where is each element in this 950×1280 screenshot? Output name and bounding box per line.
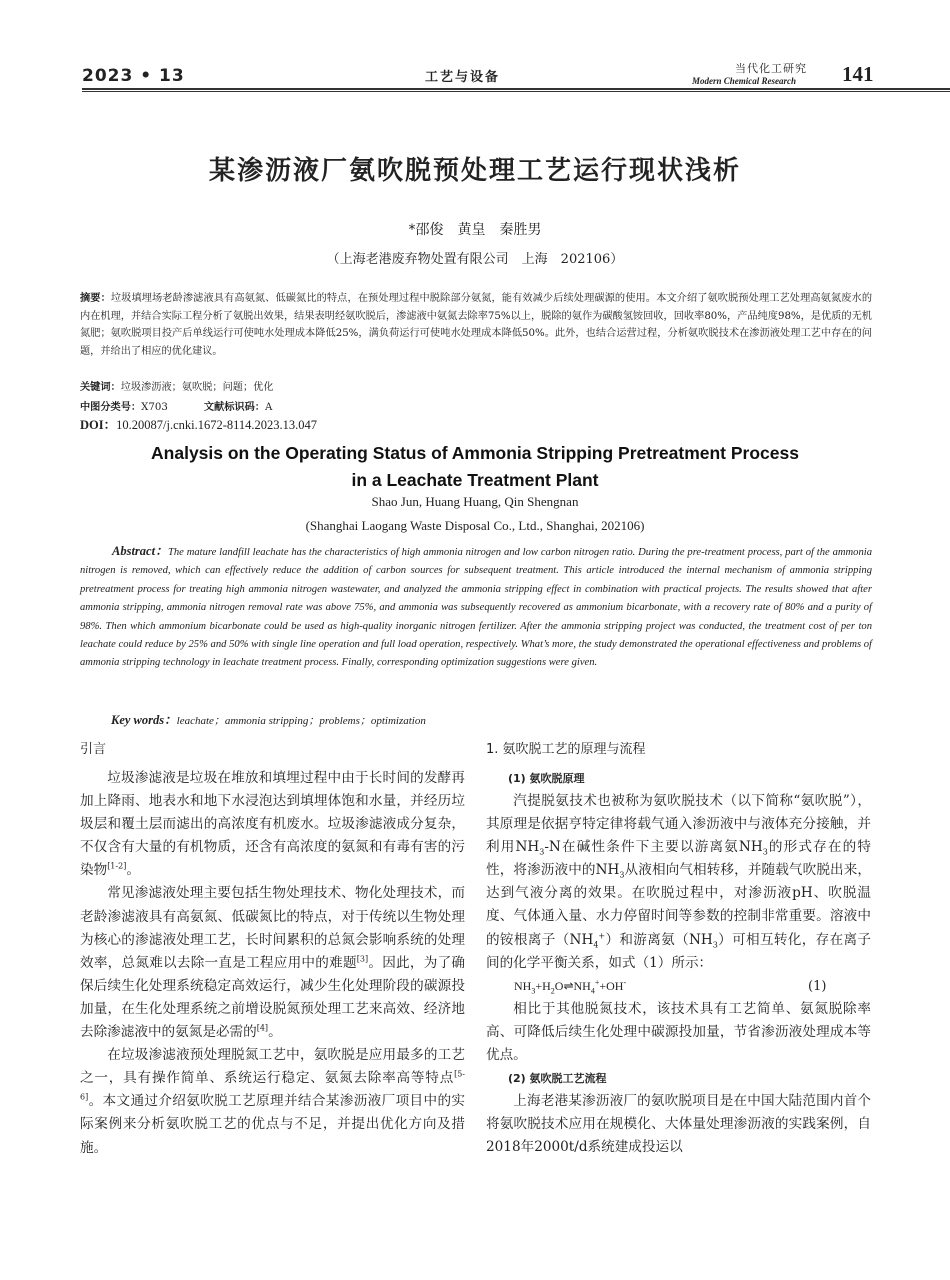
equation-1	[486, 975, 871, 998]
intro-paragraph-2: 常见渗滤液处理主要包括生物处理技术、物化处理技术，而老龄渗滤液具有高氨氮、低碳氮比的特点，对于传统以生物处理为核心的渗滤液处理工艺，长时间累积的总氮会影响系统的处理效率，总氮难以去除一直是工程应用中的难题[3]。因此，为了确保后续生化处理系统稳定高效运行，减少生化处理阶段的碳源投加量，在生化处理系统之前增设脱氮预处理工艺来高效、经济地去除渗滤液中的氨氮是必需的[4]。	[80, 885, 465, 1041]
abstract-cn	[80, 290, 872, 360]
abstract-en-text: The mature landfill leachate has the characteristics of high ammonia nitrogen and low carbon nitrogen ratio. During the pre-treatment process, part of the ammonia nitrogen is removed, which can effectively reduce the addition of carbon sources for subsequent treatment. This article introduced the internal mechanism of ammonia stripping pretreatment process for treating high ammonia nitrogen wastewater, and analyzed the ammonia stripping effect in combination with practical projects. The results showed that after ammonia stripping, ammonia nitrogen removal rate was above 75%, and ammonia was subsequently recovered as ammonium bicarbonate, with a recovery rate of 80% and a purity of 98%. Then which ammonium bicarbonate could be used as high-quality inorganic nitrogen fertilizer. After the ammonia stripping project was conducted, the treatment cost of per ton leachate could reduce by 25% and 50% with single line operation and full load operation, respectively. What’s more, the study demonstrated the operational effectiveness and problems of ammonia stripping technology in leachate treatment process. Finally, corresponding optimization suggestions were given.	[80, 547, 873, 669]
keywords-cn-label: 关键词：	[80, 382, 121, 393]
section-1-2-paragraph-1: 上海老港某渗沥液厂的氨吹脱项目是在中国大陆范围内首个将氨吹脱技术应用在规模化、大体量处理渗沥液的实践案例，自2018年2000t/d系统建成投运以	[486, 1093, 871, 1156]
citation: [5-6]	[80, 1069, 465, 1102]
body-column-left	[80, 738, 465, 1160]
issue-number: 2023 • 13	[82, 66, 185, 86]
paper-title-en-line1: Analysis on the Operating Status of Ammonia Stripping Pretreatment Process	[151, 443, 799, 463]
keywords-en	[111, 710, 426, 728]
paper-title-en	[0, 440, 950, 494]
paper-title-cn: 某渗沥液厂氨吹脱预处理工艺运行现状浅析	[208, 156, 741, 186]
section-1-2-heading: (2) 氨吹脱工艺流程	[508, 1072, 607, 1086]
abstract-cn-text: 垃圾填埋场老龄渗滤液具有高氨氮、低碳氮比的特点，在预处理过程中脱除部分氨氮，能有效减少后续处理碳源的使用。本文介绍了氨吹脱预处理工艺处理高氨氮废水的内在机理，并结合实际工程分析了氨脱出效果，结果表明经氨吹脱后，渗滤液中氨氮去除率75%以上，脱除的氨作为碳酸氢铵回收，回收率80%，产品纯度98%，是优质的无机氮肥；氨吹脱项目投产后单线运行可使吨水处理成本降低25%，满负荷运行可使吨水处理成本降低50%。此外，也结合运营过程，分析氨吹脱技术在渗沥液处理工艺中存在的问题，并给出了相应的优化建议。	[80, 293, 873, 357]
citation: [4]	[256, 1023, 269, 1033]
header-rule	[82, 88, 950, 90]
equation-formula: $NH_3+H_2O\rightleftharpoons NH_4^++OH^-$	[514, 977, 627, 996]
affiliation-en: (Shanghai Laogang Waste Disposal Co., Ltd., Shanghai, 202106)	[305, 518, 645, 533]
classification	[80, 398, 872, 413]
section-1-1-heading: (1) 氨吹脱原理	[508, 772, 585, 785]
keywords-cn-text: 垃圾渗沥液；氨吹脱；问题；优化	[120, 382, 274, 393]
intro-heading: 引言	[80, 742, 107, 757]
authors-en: Shao Jun, Huang Huang, Qin Shengnan	[371, 494, 579, 509]
section-1-1-paragraph-2: 相比于其他脱氮技术，该技术具有工艺简单、氨氮脱除率高、可降低后续生化处理中碳源投加量，节省渗沥液处理成本等优点。	[486, 1000, 871, 1063]
intro-paragraph-1: 垃圾渗滤液是垃圾在堆放和填埋过程中由于长时间的发酵再加上降雨、地表水和地下水浸泡达到填埋体饱和水量，并经历垃圾层和覆土层而滤出的高浓度有机废水。垃圾渗滤液成分复杂，不仅含有大量的有机物质，还含有高浓度的氨氮和有毒有害的污染物[1-2]。	[80, 770, 465, 879]
running-header	[0, 0, 950, 92]
body-column-right	[486, 738, 871, 1159]
journal-name-en: Modern Chemical Research	[692, 76, 797, 86]
doi-value: 10.20087/j.cnki.1672-8114.2023.13.047	[116, 418, 318, 432]
clc-label: 中图分类号：	[80, 402, 142, 413]
doi-label: DOI：	[80, 418, 117, 432]
abstract-en	[80, 542, 872, 673]
header-rule-thin	[82, 91, 950, 92]
section-name: 工艺与设备	[425, 70, 501, 85]
section-1-1-paragraph-1: 汽提脱氨技术也被称为氨吹脱技术（以下简称“氨吹脱”），其原理是依据亨特定律将载气通入渗沥液中与液体充分接触，并利用$NH_3-N$在碱性条件下主要以游离氨$NH_3$的形式存在的特性，将渗沥液中的$NH_3$从液相向气相转移，并随载气吹脱出来，达到气液分离的效果。在吹脱过程中，对渗沥液pH、吹脱温度、气体通入量、水力停留时间等参数的控制非常重要。溶液中的铵根离子$(NH_4^+)$和游离氨$(NH_3)$可相互转化，存在离子间的化学平衡关系，如式（1）所示：	[486, 793, 872, 971]
doi	[80, 415, 317, 433]
page-number: 141	[842, 62, 874, 86]
citation: [3]	[356, 954, 369, 964]
keywords-en-label: Key words：	[111, 713, 177, 727]
abstract-en-label: Abstract：	[112, 544, 168, 558]
doc-code-value: A	[264, 402, 273, 413]
clc-value: X703	[141, 402, 168, 413]
equation-number: (1)	[808, 978, 827, 994]
authors-cn: *邵俊 黄皇 秦胜男	[408, 222, 542, 238]
section-1-heading: 1. 氨吹脱工艺的原理与流程	[486, 742, 646, 757]
abstract-cn-label: 摘要：	[80, 293, 111, 304]
doc-code-label: 文献标识码：	[203, 402, 265, 413]
journal-name-cn: 当代化工研究	[735, 62, 807, 75]
affiliation-cn: （上海老港废弃物处置有限公司 上海 202106）	[326, 252, 624, 267]
citation: [1-2]	[107, 861, 127, 871]
intro-paragraph-3: 在垃圾渗滤液预处理脱氮工艺中，氨吹脱是应用最多的工艺之一，具有操作简单、系统运行稳定、氨氮去除率高等特点[5-6]。本文通过介绍氨吹脱工艺原理并结合某渗沥液厂项目中的实际案例来分析氨吹脱工艺的优点与不足，并提出优化方向及措施。	[80, 1047, 465, 1156]
keywords-en-text: leachate；ammonia stripping；problems；optimization	[176, 715, 426, 727]
keywords-cn	[80, 378, 872, 393]
paper-title-en-line2: in a Leachate Treatment Plant	[351, 470, 599, 490]
